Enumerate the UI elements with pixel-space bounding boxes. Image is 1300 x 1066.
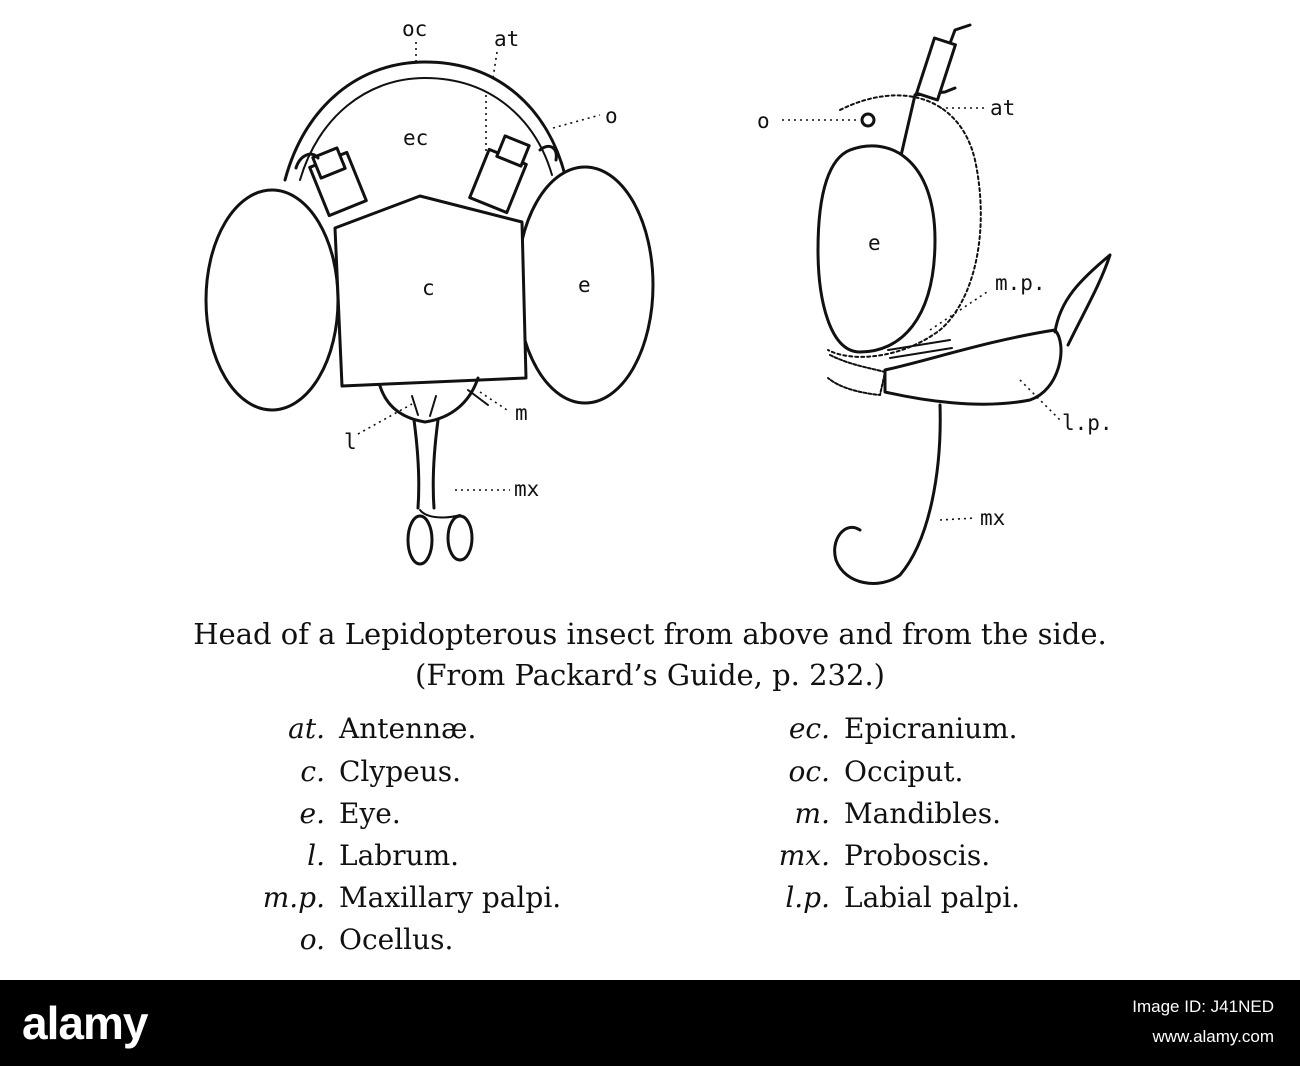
right-ocellus [540, 146, 556, 160]
label-m: m [515, 401, 528, 425]
legend-item [700, 881, 1020, 914]
legend-abbr: oc. [788, 755, 830, 788]
legend-abbr: ec. [788, 712, 830, 745]
legend-term: Ocellus. [339, 923, 454, 956]
label-l: l [344, 430, 357, 454]
proboscis-top [414, 420, 438, 508]
legend-term: Proboscis. [844, 839, 991, 872]
caption-line-1: Head of a Lepidopterous insect from above and from the side. [193, 617, 1107, 651]
legend-term: Epicranium. [844, 712, 1018, 745]
legend-item [700, 797, 1001, 830]
legend-term: Labial palpi. [844, 881, 1021, 914]
label-mx: mx [514, 477, 540, 501]
legend-term: Maxillary palpi. [339, 881, 562, 914]
legend-item [195, 881, 561, 914]
legend-abbr: m.p. [262, 881, 325, 914]
legend-term: Labrum. [339, 839, 460, 872]
legend-abbr: c. [300, 755, 325, 788]
label-o: o [605, 104, 618, 128]
alamy-logo[interactable]: alamy [22, 997, 148, 1049]
label-side-o: o [757, 109, 770, 133]
legend-abbr: e. [299, 797, 325, 830]
image-id: Image ID: J41NED [1132, 997, 1274, 1016]
legend-item [700, 712, 1018, 745]
legend-item [195, 923, 453, 956]
legend-item [195, 712, 476, 745]
legend-term: Occiput. [844, 755, 964, 788]
legend-abbr: o. [299, 923, 325, 956]
legend-abbr: mx. [778, 839, 830, 872]
site-url[interactable]: www.alamy.com [1152, 1027, 1274, 1046]
label-e: e [578, 273, 591, 297]
legend-term: Antennæ. [339, 712, 477, 745]
label-side-e: e [868, 231, 881, 255]
side-ocellus [862, 114, 874, 126]
label-at: at [494, 27, 520, 51]
label-side-lp: l.p. [1062, 411, 1113, 435]
legend-term: Clypeus. [339, 755, 461, 788]
label-side-mx: mx [980, 506, 1006, 530]
mandibles [468, 390, 488, 405]
label-ec: ec [403, 126, 429, 150]
proboscis-coil-left [408, 516, 432, 564]
caption-line-2: (From Packard’s Guide, p. 232.) [415, 658, 885, 692]
legend-abbr: l. [307, 839, 325, 872]
proboscis-coil-right [448, 516, 472, 560]
label-oc: oc [402, 17, 428, 41]
image-id-block [1132, 992, 1274, 1052]
legend-item [195, 797, 401, 830]
legend-item [700, 755, 963, 788]
label-side-mp: m.p. [995, 271, 1046, 295]
legend-item [195, 839, 459, 872]
legend-abbr: m. [794, 797, 830, 830]
labial-palp [885, 330, 1061, 404]
legend-item [195, 755, 461, 788]
label-side-at: at [990, 96, 1016, 120]
legend-abbr: at. [288, 712, 325, 745]
legend-term: Mandibles. [844, 797, 1001, 830]
legend-item [700, 839, 990, 872]
legend-abbr: l.p. [785, 881, 830, 914]
label-c: c [422, 276, 435, 300]
side-proboscis [835, 405, 941, 583]
left-eye [206, 190, 338, 410]
watermark-footer [0, 980, 1300, 1066]
legend-term: Eye. [339, 797, 401, 830]
